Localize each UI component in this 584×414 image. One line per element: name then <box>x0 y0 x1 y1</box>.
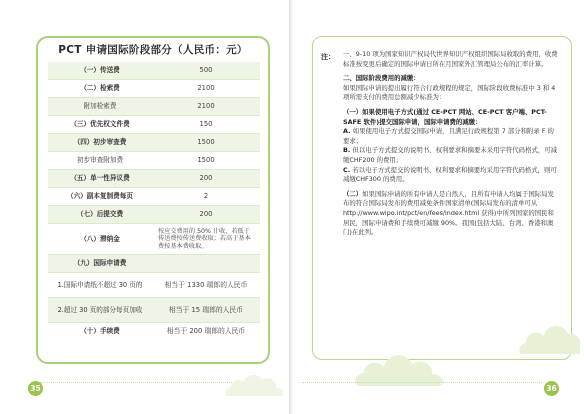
fee-table-row <box>48 254 260 272</box>
fee-table <box>48 62 260 340</box>
notes-body <box>343 50 559 243</box>
fee-item-amount: 按应交费用的 50% 计收，若低于传送费按传送费收取；若高于基本费按基本费收取。 <box>158 227 251 250</box>
fee-table-title: PCT 申请国际阶段部分（人民币：元） <box>58 44 248 56</box>
right-page <box>292 0 584 414</box>
fee-table-row <box>48 297 260 322</box>
cloud-decoration <box>518 310 584 360</box>
fee-table-row <box>48 272 260 297</box>
fee-item-label: （二）检索费 <box>80 84 120 93</box>
left-page <box>0 0 291 414</box>
fee-item-amount: 200 <box>152 210 260 219</box>
fee-table-row <box>48 223 260 254</box>
fee-item-amount: 2100 <box>197 84 215 93</box>
paragraph-lead: （二） <box>343 189 363 198</box>
fee-item-amount: 2100 <box>152 102 260 111</box>
fee-item-amount: 200 <box>152 174 260 183</box>
note-paragraph: 如果国际申请的提出履行符合行政规程的规定，国际阶段收费标准中 3 和 4 项所需支付的费用总额减少标准为： <box>343 83 556 102</box>
fee-item-label: （七）后提交费 <box>48 210 152 219</box>
list-letter: B. <box>343 146 353 155</box>
note-heading: （一）如果使用电子方式(通过 CE-PCT 网站、CE-PCT 客户端、PCT-SAFE 软件)提交国际申请，国际申请费的减缴： <box>343 107 547 126</box>
list-letter: A. <box>343 127 353 136</box>
note-list-item <box>343 127 559 146</box>
fee-item-label: （一）传送费 <box>48 66 152 75</box>
fee-table-row <box>48 79 260 97</box>
fee-item-label: （九）国际申请费 <box>48 259 152 268</box>
fee-table-row <box>48 151 260 169</box>
fee-item-label: （四）初步审查费 <box>48 138 152 147</box>
fee-item-amount: 150 <box>199 120 213 129</box>
fee-table-row <box>48 205 260 223</box>
fee-item-label: 附加检索费 <box>48 102 152 111</box>
page-number-badge: 35 <box>28 381 43 396</box>
paragraph-text: 如果国际申请的所有申请人是自然人，且所有申请人均属于国际局发布的符合国际局发布的费用减免条件国家清单(国际局发布的清单可从http://www.wipo.int/pct/en/fees/index.html 获得)中所列国家的国民和居民，国际申请费和手续费可减缴 90%。我国(包括大陆、台湾、香港和澳门)在此列。 <box>343 189 554 237</box>
note-marker: 注： <box>321 53 335 61</box>
fee-table-row <box>48 133 260 151</box>
list-item-text: 如果使用电子方式提交国际申请，且满足行政规程第 7 部分和附录 F 的要求； <box>343 127 554 145</box>
fee-item-label: （五）单一性异议费 <box>48 174 152 183</box>
page-number-badge: 36 <box>544 381 559 396</box>
fee-table-row <box>48 187 260 205</box>
fee-item-label: 1.国际申请纸不超过 30 页的 <box>57 280 143 289</box>
fee-item-amount: 1500 <box>152 138 260 147</box>
fee-table-row <box>48 97 260 115</box>
fee-item-amount: 500 <box>152 66 260 75</box>
list-letter: C. <box>343 165 353 174</box>
cloud-decoration <box>222 362 291 402</box>
dotted-path-decoration <box>302 376 542 383</box>
list-item-text: 若以电子方式提交的说明书、权利要求和摘要均采用字符代码格式，则可减缴CHF300 的费用。 <box>343 165 557 184</box>
fee-item-label: （三）优先权文件费 <box>70 120 130 129</box>
fee-item-amount: 2 <box>203 192 209 201</box>
list-item-text: 但以电子方式提交的说明书、权利要求和摘要未采用字符代码格式，可减缴CHF200 的费用； <box>343 146 558 164</box>
fee-item-label: （八）滞纳金 <box>80 234 120 243</box>
note-paragraph <box>343 190 559 238</box>
fee-item-amount: 相当于 1330 瑞郎的人民币 <box>164 280 248 289</box>
note-list-item <box>343 166 559 185</box>
cloud-decoration <box>352 340 452 392</box>
fee-table-card <box>36 36 270 364</box>
fee-item-label: 2.超过 30 页的部分每页加收 <box>48 306 152 315</box>
fee-item-amount: 相当于 15 瑞郎的人民币 <box>152 306 260 315</box>
note-paragraph: 一、9-10 项为国家知识产权局代世界知识产权组织国际局收取的费用，收费标准按变更后确定的国际申请日所在月国家外汇管理局公布的汇率计算。 <box>343 50 558 68</box>
fee-item-label: （十）手续费 <box>80 327 120 336</box>
fee-table-row <box>48 322 260 340</box>
fee-table-row <box>48 62 260 79</box>
note-list-item <box>343 146 559 165</box>
fee-table-row <box>48 115 260 133</box>
fee-item-label: 初步审查附加费 <box>76 156 124 165</box>
fee-table-row <box>48 169 260 187</box>
note-heading: 二、国际阶段费用的减缴： <box>343 74 420 83</box>
fee-item-amount: 1500 <box>197 156 215 165</box>
fee-item-amount: 相当于 200 瑞郎的人民币 <box>166 327 246 336</box>
fee-item-label: （六）副本复制费每页 <box>67 192 133 201</box>
